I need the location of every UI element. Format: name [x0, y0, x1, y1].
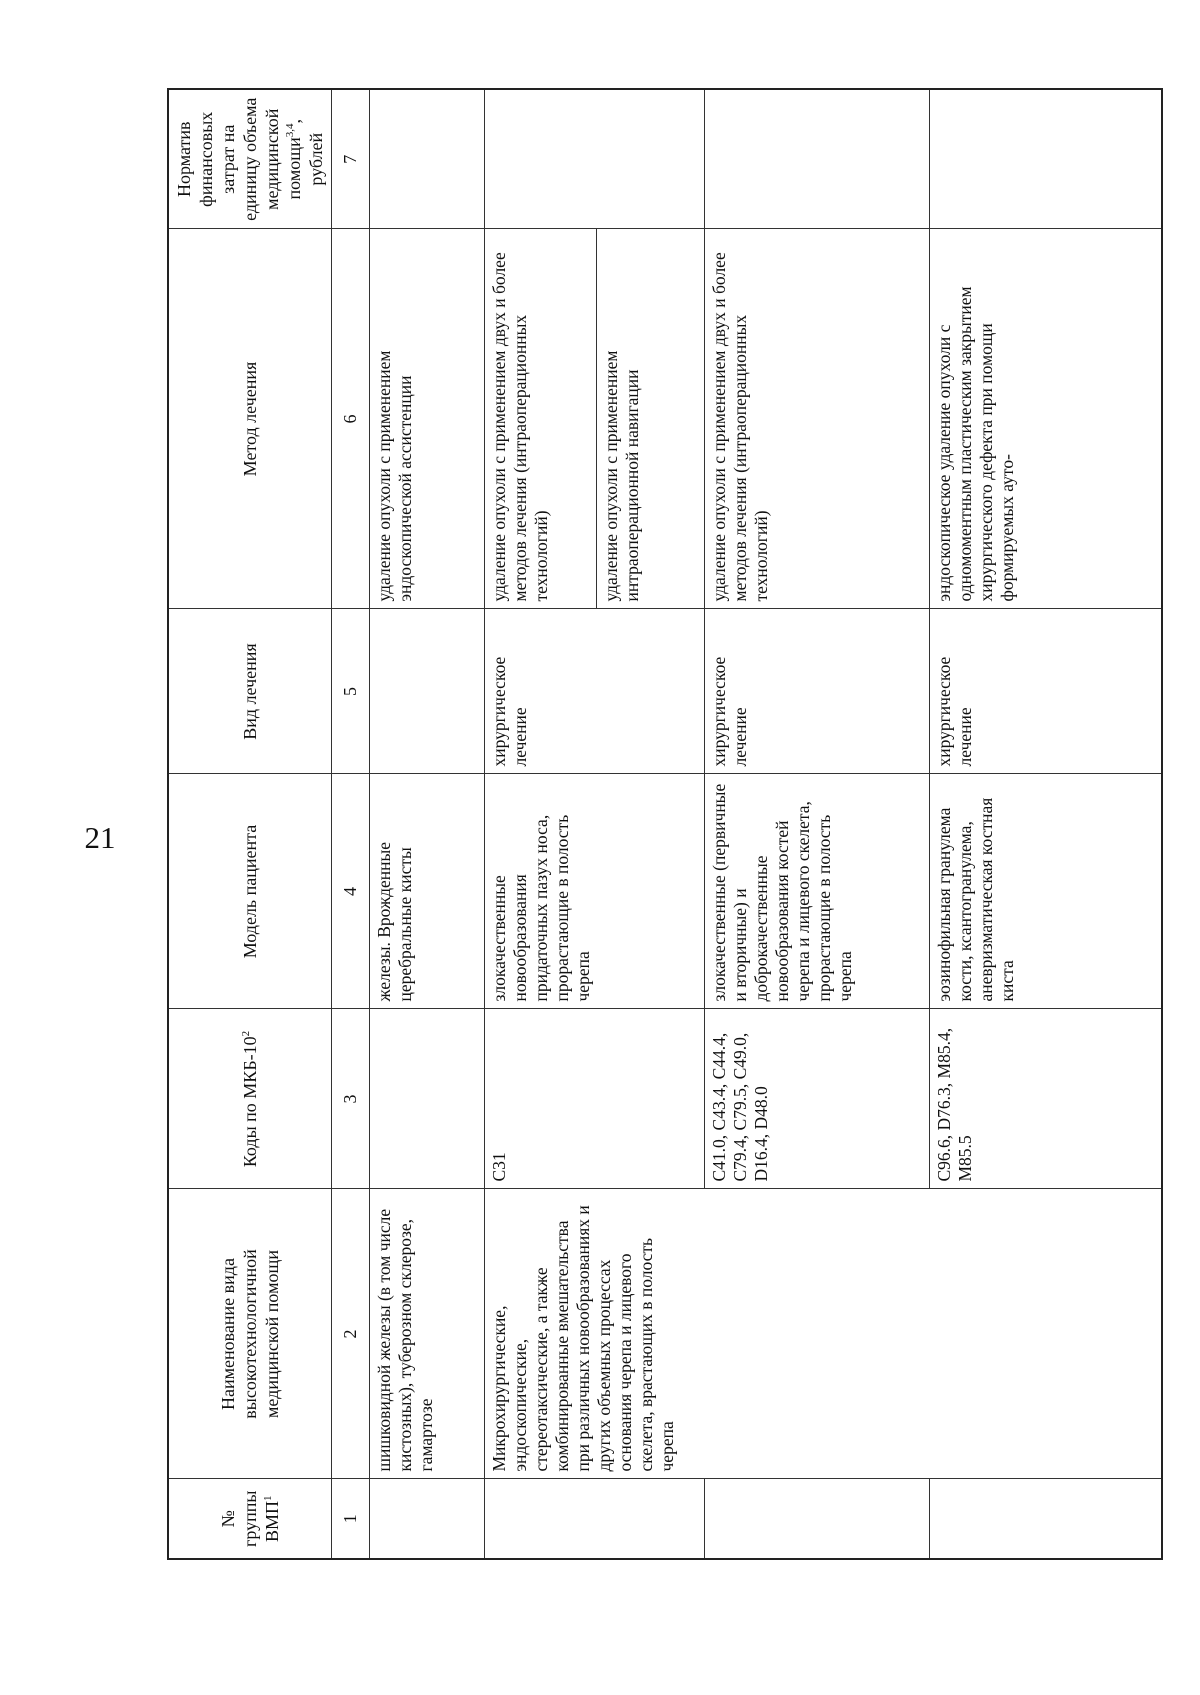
cell-cost — [370, 89, 485, 229]
column-number: 6 — [332, 229, 370, 609]
header-model: Модель пациента — [168, 774, 332, 1009]
header-name: Наименование вида высокотехнологичной медицинской помощи — [168, 1189, 332, 1479]
cell-method: удаление опухоли с применением интраоперационной навигации — [597, 229, 705, 609]
cell-treatment-type: хирургическое лечение — [930, 609, 1162, 774]
cell-method: удаление опухоли с применением эндоскопической ассистенции — [370, 229, 485, 609]
column-number-row — [332, 89, 370, 1559]
cell-name: Микрохирургические, эндоскопические, стереотаксические, а также комбинированные вмешательства при различных новообразованиях и других объемных процессах основания черепа и лицевого скелета, врастающих в полость черепа — [485, 1189, 1162, 1479]
column-number: 1 — [332, 1479, 370, 1559]
cell-model: злокачественные новообразования придаточных пазух носа, прорастающие в полость черепа — [485, 774, 705, 1009]
cell-model: злокачественные (первичные и вторичные) и доброкачественные новообразования костей черепа и лицевого скелета, прорастающие в полость черепа — [705, 774, 930, 1009]
cell-codes — [370, 1009, 485, 1189]
cell-cost — [705, 89, 930, 229]
cell-cost — [930, 89, 1162, 229]
column-number: 3 — [332, 1009, 370, 1189]
vmp-table — [167, 88, 1163, 1560]
page-number: 21 — [84, 820, 116, 855]
cell-name: шишковидной железы (в том числе кистозных), туберозном склерозе, гамартозе — [370, 1189, 485, 1479]
header-codes: Коды по МКБ-$10^2$ — [168, 1009, 332, 1189]
cell-codes: C96.6, D76.3, M85.4, M85.5 — [930, 1009, 1162, 1189]
column-number: 7 — [332, 89, 370, 229]
cell-treatment-type — [370, 609, 485, 774]
cell-group — [930, 1479, 1162, 1559]
header-group-no: № группы ВМП$^1$ — [168, 1479, 332, 1559]
column-number: 2 — [332, 1189, 370, 1479]
header-cost: Норматив финансовых затрат на единицу объема медицинской помощи$^{3,4}$, рублей — [168, 89, 332, 229]
header-treatment-type: Вид лечения — [168, 609, 332, 774]
cell-model: железы. Врожденные церебральные кисты — [370, 774, 485, 1009]
cell-codes: C31 — [485, 1009, 705, 1189]
cell-group — [370, 1479, 485, 1559]
cell-method: удаление опухоли с применением двух и более методов лечения (интраоперационных технологий) — [705, 229, 930, 609]
table-row — [370, 89, 485, 1559]
cell-method: удаление опухоли с применением двух и более методов лечения (интраоперационных технологий) — [485, 229, 597, 609]
cell-group — [705, 1479, 930, 1559]
table-row — [485, 89, 597, 1559]
header-row — [168, 89, 332, 1559]
column-number: 4 — [332, 774, 370, 1009]
cell-treatment-type: хирургическое лечение — [705, 609, 930, 774]
header-method: Метод лечения — [168, 229, 332, 609]
cell-model: эозинофильная гранулема кости, ксантогранулема, аневризматическая костная киста — [930, 774, 1162, 1009]
cell-treatment-type: хирургическое лечение — [485, 609, 705, 774]
cell-cost — [485, 89, 705, 229]
cell-codes: C41.0, C43.4, C44.4, C79.4, C79.5, C49.0, D16.4, D48.0 — [705, 1009, 930, 1189]
rotated-table-wrapper — [167, 90, 1147, 1560]
column-number: 5 — [332, 609, 370, 774]
cell-group — [485, 1479, 705, 1559]
cell-method: эндоскопическое удаление опухоли с одномоментным пластическим закрытием хирургического дефекта при помощи формируемых ауто- — [930, 229, 1162, 609]
